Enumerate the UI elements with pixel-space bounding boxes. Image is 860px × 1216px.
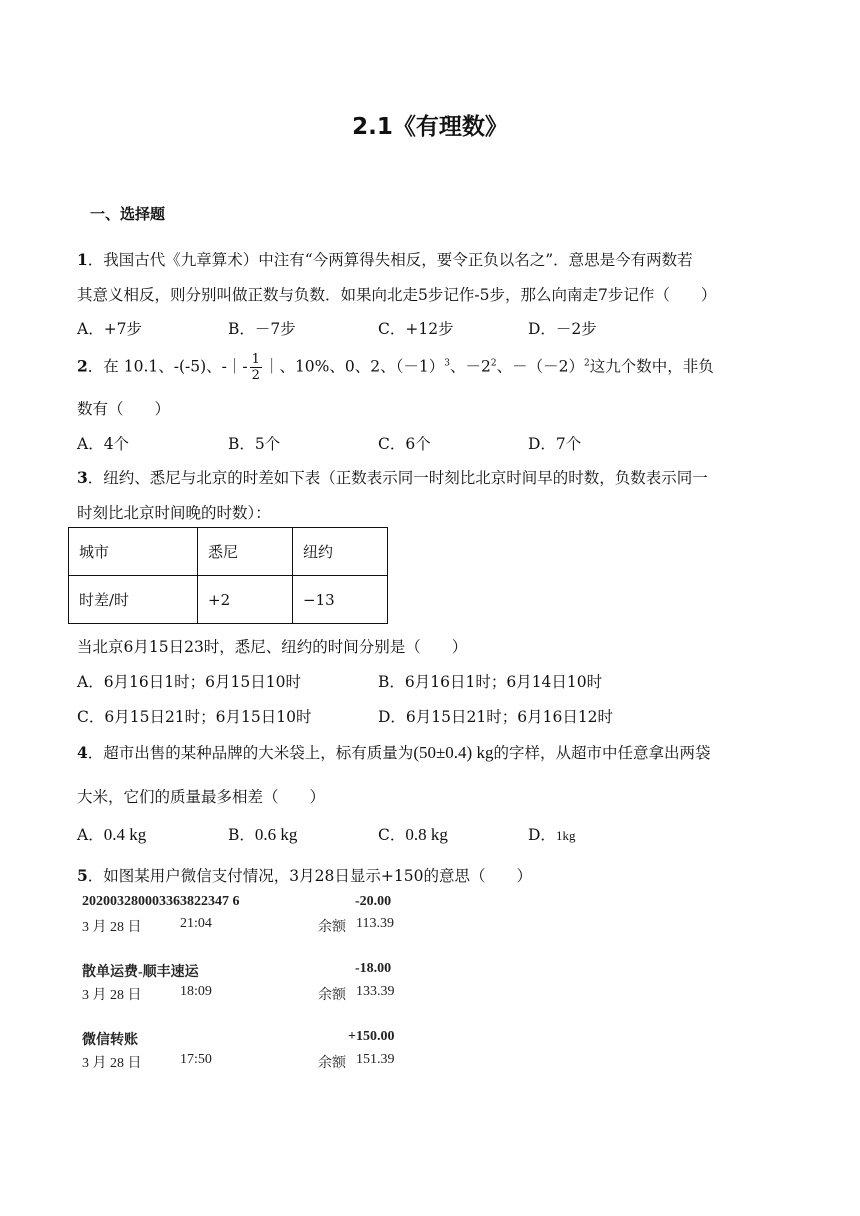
q4-option-c-value: 0.8 kg	[405, 825, 448, 844]
q4-line2: 大米，它们的质量最多相差（ ）	[77, 788, 326, 806]
q2-fraction-numerator: 1	[251, 352, 260, 367]
payment-balance: 151.39	[356, 1052, 395, 1067]
q2-number: 2	[77, 356, 88, 376]
q3-option-b: B．6月16日1时；6月14日10时	[378, 673, 603, 691]
q3-option-c: C．6月15日21时；6月15日10时	[77, 708, 312, 726]
q2-text-3: 、－2	[449, 357, 491, 376]
q2-option-b: B．5个	[228, 435, 281, 453]
q3-option-a: A．6月16日1时；6月15日10时	[77, 673, 301, 691]
q2-sup-1: 3	[444, 358, 450, 369]
q2-line2: 数有（ ）	[77, 400, 171, 418]
q2-text-1: ．在 10.1、-(-5)、-｜-	[87, 357, 248, 376]
q4-option-a-letter: A．	[77, 826, 104, 844]
table-cell: 城市	[69, 528, 198, 576]
table-cell: 悉尼	[198, 528, 293, 576]
payment-time: 21:04	[180, 916, 212, 931]
payment-date: 3 月 28 日	[82, 988, 142, 1003]
q4-option-b-letter: B．	[228, 826, 255, 844]
q4-option-a-value: 0.4 kg	[103, 825, 147, 844]
q2-fraction-denominator: 2	[251, 368, 260, 383]
q4-option-a	[77, 823, 146, 845]
payment-name: 微信转账	[82, 1033, 138, 1048]
payment-date: 3 月 28 日	[82, 1056, 142, 1071]
q2-option-a: A．4个	[77, 435, 130, 453]
payment-balance: 133.39	[356, 984, 395, 999]
payment-balance-label: 余额	[318, 988, 346, 1003]
q4-text-1: ．超市出售的某种品牌的大米袋上，标有质量为	[87, 744, 414, 762]
table-cell: −13	[293, 576, 388, 624]
q2-line1	[77, 352, 714, 383]
q2-option-c: C．6个	[378, 435, 431, 453]
q4-option-b-value: 0.6 kg	[254, 825, 298, 844]
payment-amount: -20.00	[355, 894, 392, 909]
q1-option-c: C．+12步	[378, 320, 454, 338]
q2-fraction	[250, 352, 262, 383]
q4-option-c-letter: C．	[378, 826, 406, 844]
q5-line1	[77, 864, 532, 886]
q3-number: 3	[77, 468, 88, 487]
q1-option-a: A．+7步	[77, 320, 143, 338]
q4-option-d-letter: D．	[528, 826, 556, 844]
payment-balance-label: 余额	[318, 1056, 346, 1071]
table-row	[69, 528, 388, 576]
q4-number: 4	[77, 743, 88, 762]
q2-option-d: D．7个	[528, 435, 582, 453]
payment-amount: +150.00	[348, 1029, 395, 1044]
q4-option-d-value: 1kg	[555, 828, 576, 843]
q5-number: 5	[77, 866, 88, 885]
q1-option-b: B．－7步	[228, 320, 296, 338]
payment-date: 3 月 28 日	[82, 920, 142, 935]
q4-option-c	[378, 823, 448, 845]
q2-sup-3: 2	[583, 358, 590, 369]
payment-name: 202003280003363822347 6	[82, 894, 240, 909]
q3-text-1: ．纽约、悉尼与北京的时差如下表（正数表示同一时刻比北京时间早的时数，负数表示同一	[87, 469, 708, 487]
q1-option-d: D．－2步	[528, 320, 597, 338]
payment-name: 散单运费-顺丰速运	[82, 965, 199, 980]
table-cell: +2	[198, 576, 293, 624]
table-cell: 时差/时	[69, 576, 198, 624]
table-row	[69, 576, 388, 624]
table-cell: 纽约	[293, 528, 388, 576]
q1-text-1: ．我国古代《九章算术）中注有“今两算得失相反，要令正负以名之”．意思是今有两数若	[87, 251, 693, 269]
payment-time: 18:09	[180, 984, 212, 999]
q1-number: 1	[77, 250, 88, 269]
q4-text-2: 的字样，从超市中任意拿出两袋	[493, 744, 711, 762]
q4-line1	[77, 741, 710, 763]
q2-sup-2: 2	[490, 358, 497, 369]
q3-line1	[77, 466, 708, 488]
q1-line1	[77, 248, 693, 270]
q3-option-d: D．6月15日21时；6月16日12时	[378, 708, 614, 726]
page-title: 2.1《有理数》	[352, 114, 508, 140]
q5-text-1: ．如图某用户微信支付情况，3月28日显示+150的意思（ ）	[87, 867, 532, 885]
payment-time: 17:50	[180, 1052, 212, 1067]
q4-option-d	[528, 823, 575, 845]
payment-amount: -18.00	[355, 961, 392, 976]
q3-line2: 时刻比北京时间晚的时数）：	[77, 504, 271, 522]
q4-expression: (50±0.4) kg	[413, 743, 494, 762]
section-heading: 一、选择题	[90, 205, 166, 223]
payment-balance: 113.39	[356, 916, 394, 931]
q2-text-5: 这九个数中，非负	[589, 357, 714, 376]
payment-balance-label: 余额	[318, 920, 346, 935]
q2-text-2: ｜、10%、0、2、（－1）	[263, 357, 445, 376]
q4-option-b	[228, 823, 297, 845]
q1-line2: 其意义相反，则分别叫做正数与负数．如果向北走5步记作-5步，那么向南走7步记作（ ）	[77, 286, 717, 304]
time-difference-table	[68, 527, 388, 624]
q2-text-4: 、－（－2）	[496, 357, 584, 376]
q3-question: 当北京6月15日23时，悉尼、纽约的时间分别是（ ）	[77, 638, 468, 656]
